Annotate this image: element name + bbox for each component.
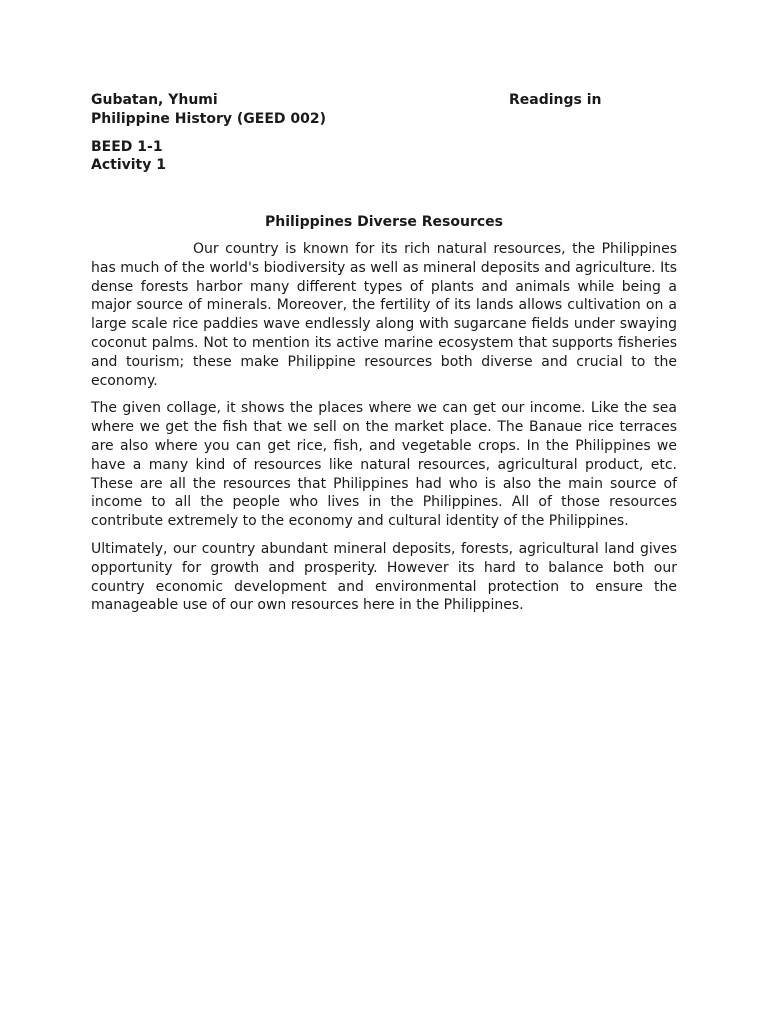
course-name: Philippine History (GEED 002)	[91, 110, 326, 127]
course-prefix: Readings in	[509, 92, 602, 108]
document-title: Philippines Diverse Resources	[264, 214, 503, 231]
header-line-1	[91, 91, 677, 110]
document-page	[91, 91, 677, 624]
section-label: BEED 1-1	[91, 138, 163, 155]
paragraph-3: Ultimately, our country abundant mineral deposits, forests, agricultural land gives opportunity for growth and prosperity. However its hard to balance both our country economic development and environmental protection to ensure the manageable use of our own resources here in the Philippines.	[91, 540, 677, 614]
activity-label: Activity 1	[91, 157, 166, 174]
paragraph-2: The given collage, it shows the places where we can get our income. Like the sea where we get the fish that we sell on the market place. The Banaue rice terraces are also where you can get rice, fish, and vegetable crops. In the Philippines we have a many kind of resources like natural resources, agricultural product, etc. These are all the resources that Philippines had who is also the main source of income to all the people who lives in the Philippines. All of those resources contribute extremely to the economy and cultural identity of the Philippines.	[91, 400, 677, 530]
student-name: Gubatan, Yhumi	[91, 92, 218, 108]
paragraph-1: Our country is known for its rich natural resources, the Philippines has much of the world's biodiversity as well as mineral deposits and agriculture. Its dense forests harbor many different types of plants and animals while being a major source of minerals. Moreover, the fertility of its lands allows cultivation on a large scale rice paddies wave endlessly along with sugarcane fields under swaying coconut palms. Not to mention its active marine ecosystem that supports fisheries and tourism; these make Philippine resources both diverse and crucial to the economy.	[91, 240, 677, 389]
